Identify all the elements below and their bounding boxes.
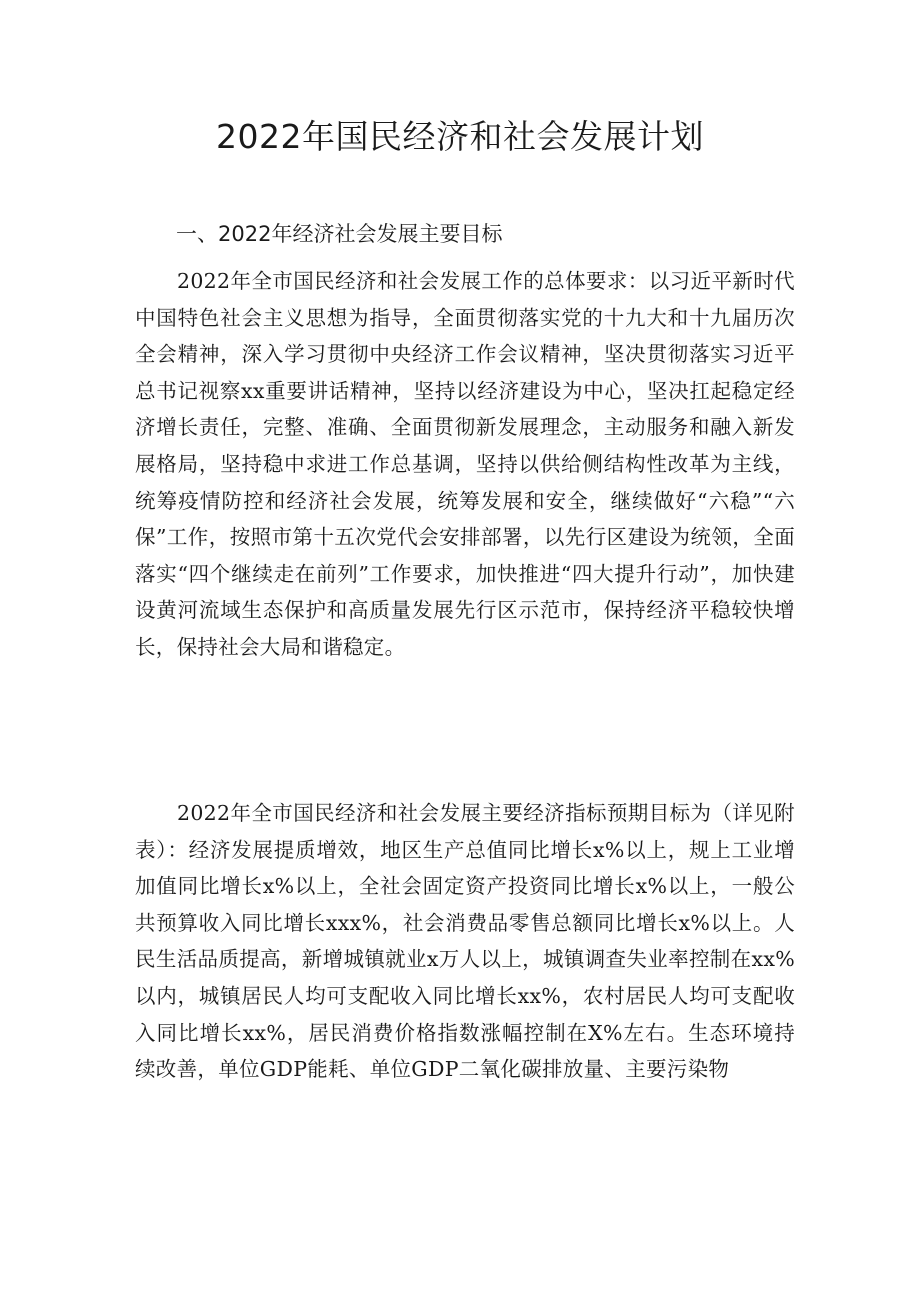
paragraph-general-requirements: 2022年全市国民经济和社会发展工作的总体要求：以习近平新时代中国特色社会主义思想为指导，全面贯彻落实党的十九大和十九届历次全会精神，深入学习贯彻中央经济工作会议精神，坚决贯彻落实习近平总书记视察xx重要讲话精神，坚持以经济建设为中心，坚决扛起稳定经济增长责任，完整、准确、全面贯彻新发展理念，主动服务和融入新发展格局，坚持稳中求进工作总基调，坚持以供给侧结构性改革为主线，统筹疫情防控和经济社会发展，统筹发展和安全，继续做好“六稳”“六保”工作，按照市第十五次党代会安排部署，以先行区建设为统领，全面落实“四个继续走在前列”工作要求，加快推进“四大提升行动”，加快建设黄河流域生态保护和高质量发展先行区示范市，保持经济平稳较快增长，保持社会大局和谐稳定。: [135, 269, 795, 659]
paragraph-target-indicators: 2022年全市国民经济和社会发展主要经济指标预期目标为（详见附表）：经济发展提质增效，地区生产总值同比增长x%以上，规上工业增加值同比增长x%以上，全社会固定资产投资同比增长x%以上，一般公共预算收入同比增长xxx%，社会消费品零售总额同比增长x%以上。人民生活品质提高，新增城镇就业x万人以上，城镇调查失业率控制在xx%以内，城镇居民人均可支配收入同比增长xx%，农村居民人均可支配收入同比增长xx%，居民消费价格指数涨幅控制在X%左右。生态环境持续改善，单位GDP能耗、单位GDP二氧化碳排放量、主要污染物: [135, 801, 795, 1082]
section-heading: 一、2022年经济社会发展主要目标: [176, 222, 503, 246]
document-title: 2022年国民经济和社会发展计划: [216, 117, 704, 156]
